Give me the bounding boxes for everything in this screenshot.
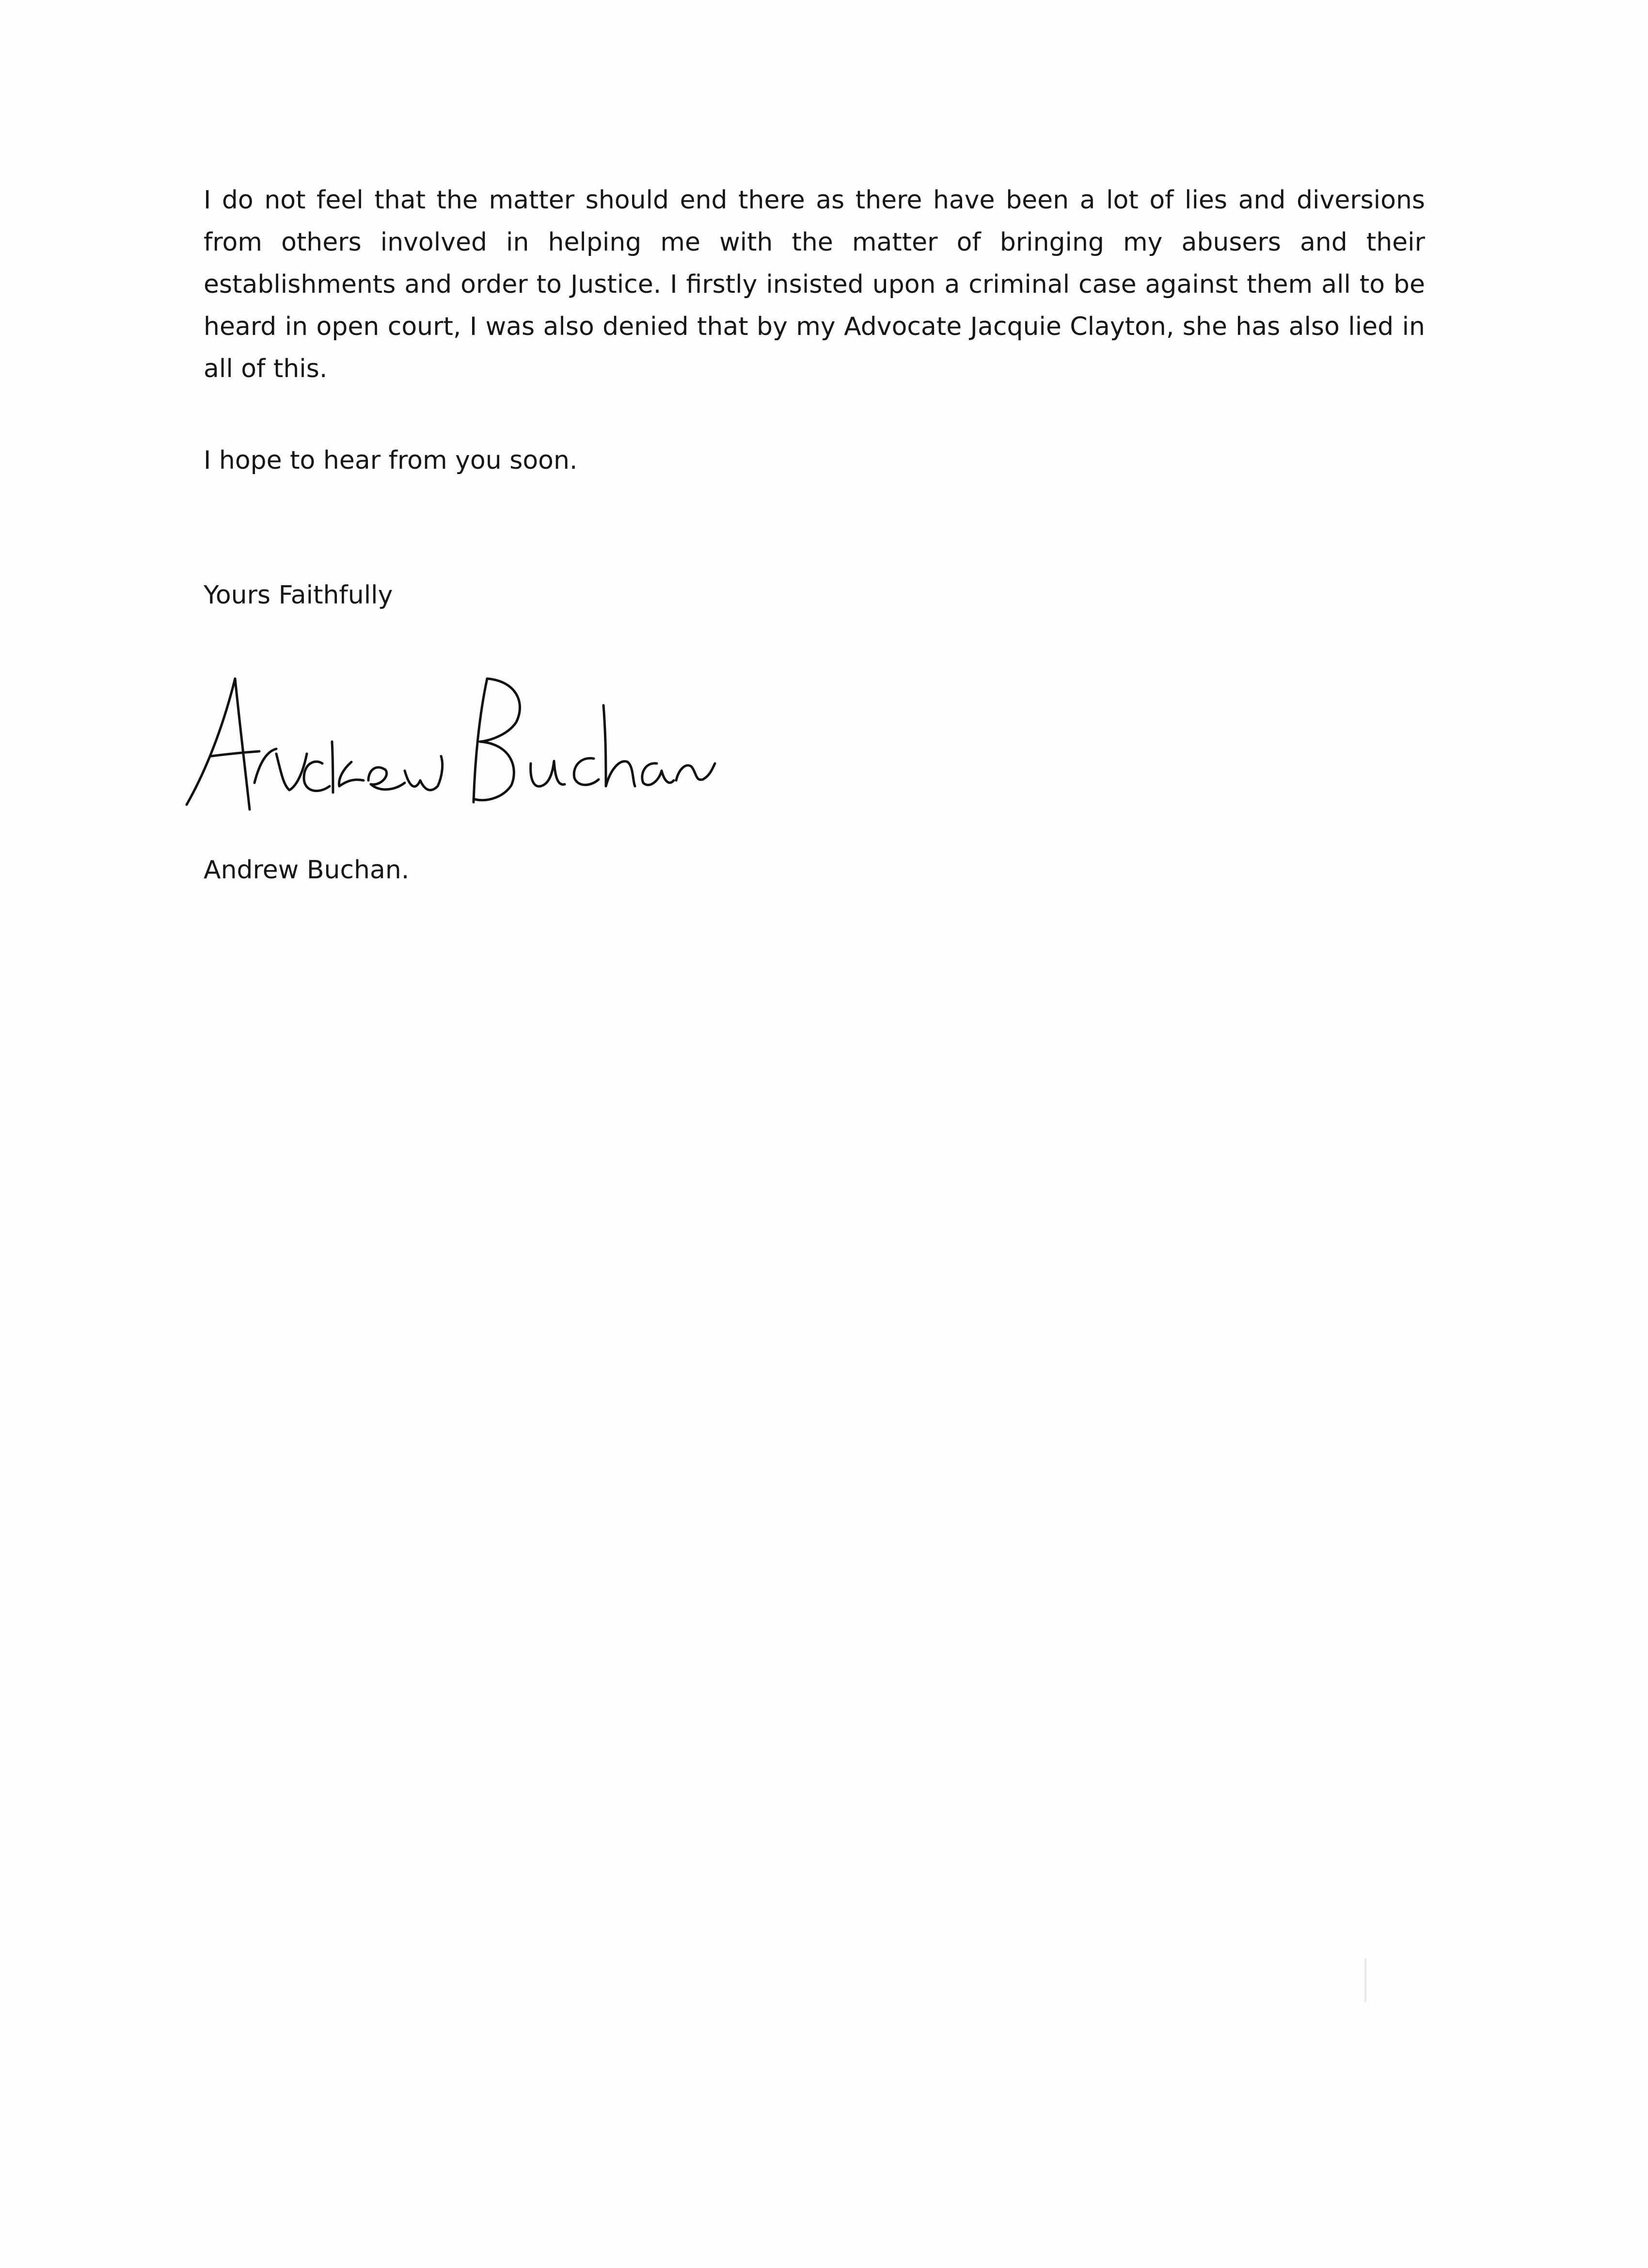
letter-body-paragraph: I do not feel that the matter should end there as there have been a lot of lies and diversions from others involved in helping me with the matter of bringing my abusers and their establishments and order to Justice. I firstly insisted upon a criminal case against them all to be heard in open court, I was also denied that by my Advocate Jacquie Clayton, she has also lied in all of this.: [204, 186, 1425, 383]
closing-line: I hope to hear from you soon.: [204, 446, 578, 475]
handwritten-signature: [177, 659, 725, 819]
typed-name: Andrew Buchan.: [204, 856, 410, 885]
valediction: Yours Faithfully: [204, 581, 393, 610]
scan-margin-mark: [1364, 1958, 1366, 2002]
